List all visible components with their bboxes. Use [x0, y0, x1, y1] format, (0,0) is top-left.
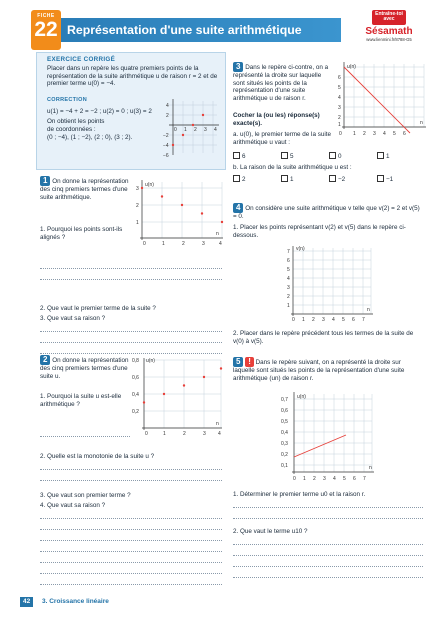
exercise-2-q1: 1. Pourquoi la suite u est-elle arithmétique ?: [40, 393, 122, 408]
x-tick: 0: [339, 131, 342, 137]
exercise-4-number: 4: [233, 203, 243, 213]
sesamath-link[interactable]: [349, 10, 429, 48]
x-tick: 2: [313, 476, 316, 482]
chapter-title: 3. Croissance linéaire: [42, 598, 109, 605]
y-tick: 0,6: [132, 375, 139, 381]
x-tick: 2: [183, 431, 186, 437]
y-tick: 5: [338, 85, 341, 91]
exercise-4-graph[interactable]: [283, 244, 375, 324]
x-axis-label: n: [420, 120, 423, 126]
page-number: 42: [20, 597, 33, 607]
y-axis-label: u(n): [146, 358, 155, 364]
y-tick: −4: [163, 143, 169, 149]
point-3: [203, 376, 205, 378]
correction-line-2: On obtient les points: [47, 118, 105, 125]
y-tick: 2: [166, 113, 169, 119]
x-tick: 7: [362, 317, 365, 323]
answer-line[interactable]: [40, 258, 222, 269]
exercise-2-intro: [40, 355, 132, 380]
point-3: [202, 114, 204, 116]
y-tick: 6: [338, 75, 341, 81]
x-tick: 6: [352, 317, 355, 323]
fiche-badge: [31, 10, 61, 50]
y-tick: 0,5: [281, 419, 288, 425]
x-tick: 0: [292, 317, 295, 323]
exercise-5-graph: [276, 390, 376, 484]
choice-label: 1: [386, 153, 390, 160]
x-tick: 4: [218, 431, 221, 437]
choice-label: 0: [338, 153, 342, 160]
x-tick: 1: [162, 241, 165, 247]
x-tick: 3: [373, 131, 376, 137]
exercise-1-q1: 1. Pourquoi les points sont-ils alignés ?: [40, 226, 123, 241]
corrected-graph: [165, 97, 223, 159]
answer-line[interactable]: [233, 567, 423, 578]
correction-line-3: de coordonnées :: [47, 126, 96, 133]
answer-line[interactable]: [40, 459, 222, 470]
exercise-5-q2-lines[interactable]: [233, 534, 423, 578]
answer-line[interactable]: [40, 574, 222, 585]
exercise-4-q2: 2. Placer dans le repère précédent tous les termes de la suite de v(0) à v(5).: [233, 330, 414, 345]
exercise-2-q2-lines[interactable]: [40, 459, 222, 481]
x-tick: 0: [145, 431, 148, 437]
x-tick: 3: [323, 476, 326, 482]
exercise-5-q1: 1. Déterminer le premier terme u0 et la raison r.: [233, 491, 366, 498]
x-tick: 3: [204, 127, 207, 133]
checkbox[interactable]: [329, 175, 336, 182]
x-tick: 7: [363, 476, 366, 482]
y-tick: 7: [287, 249, 290, 255]
x-axis-label: n: [369, 465, 372, 471]
y-tick: −2: [163, 133, 169, 139]
exercise-4-q1: 1. Placer les points représentant v(2) et v(5) dans le repère ci-dessous.: [233, 224, 406, 239]
exercise-1-graph: [134, 178, 224, 250]
point-2: [192, 124, 194, 126]
y-tick: 0,2: [132, 409, 139, 415]
y-tick: 3: [287, 285, 290, 291]
y-tick: 4: [287, 276, 290, 282]
answer-line[interactable]: [233, 497, 423, 508]
answer-line[interactable]: [40, 332, 222, 343]
point-0: [143, 401, 145, 403]
x-axis-label: n: [216, 231, 219, 237]
correction-heading: CORRECTION: [47, 97, 87, 103]
exercise-1-text: On donne la représentation des cinq premiers termes d'une suite arithmétique.: [40, 178, 129, 201]
x-tick: 2: [312, 317, 315, 323]
answer-line[interactable]: [40, 269, 222, 280]
y-tick: 4: [338, 95, 341, 101]
exercise-5-number: 5: [233, 357, 243, 367]
x-axis-label: n: [216, 421, 219, 427]
y-tick: 4: [166, 103, 169, 109]
y-tick: 0,8: [132, 358, 139, 364]
y-tick: 0,4: [132, 392, 139, 398]
training-label: Entraîne-toi: [375, 11, 403, 17]
exercise-2-q3: 3. Que vaut son premier terme ?: [40, 492, 131, 499]
answer-line[interactable]: [40, 426, 130, 437]
exercise-4-text: On considère une suite arithmétique v telle que v(2) = 2 et v(5) = 0.: [233, 205, 420, 220]
y-tick: 0,4: [281, 430, 288, 436]
point-3: [201, 212, 203, 214]
fiche-number: 22: [34, 18, 58, 42]
corrected-exercise-box: [36, 52, 226, 170]
y-tick: 2: [287, 294, 290, 300]
choice-label: −1: [386, 176, 394, 183]
exercise-1-q2: 2. Que vaut le premier terme de la suite ?: [40, 305, 156, 312]
suite-line: [294, 435, 346, 457]
x-tick: 6: [353, 476, 356, 482]
point-4: [221, 221, 223, 223]
checkbox[interactable]: [281, 175, 288, 182]
x-tick: 3: [203, 431, 206, 437]
x-tick: 1: [353, 131, 356, 137]
x-tick: 0: [293, 476, 296, 482]
x-tick: 2: [182, 241, 185, 247]
exercise-3-qa-choices: [233, 152, 428, 161]
exercise-3-qb-choices: [233, 175, 428, 184]
y-tick: 6: [287, 258, 290, 264]
page-title: Représentation d'une suite arithmétique: [61, 18, 341, 42]
exercise-2-q4-lines[interactable]: [40, 508, 222, 585]
exercise-4-intro: [233, 203, 423, 221]
answer-line[interactable]: [233, 534, 423, 545]
x-tick: 1: [302, 317, 305, 323]
correction-line-1: u(1) = −4 + 2 = −2 ; u(2) = 0 ; u(3) = 2: [47, 108, 152, 115]
x-tick: 0: [143, 241, 146, 247]
y-tick: 1: [136, 220, 139, 226]
x-tick: 3: [202, 241, 205, 247]
x-tick: 4: [214, 127, 217, 133]
y-tick: −6: [163, 153, 169, 159]
exercise-3-graph: [336, 60, 428, 140]
y-tick: 0,1: [281, 463, 288, 469]
corrected-statement: Placer dans un repère les quatre premiers points de la représentation de la suite arithmétique u de raison r = 2 et de premier terme u(0) = −4.: [47, 65, 218, 88]
exercise-2-number: 2: [40, 355, 50, 365]
answer-line[interactable]: [40, 530, 222, 541]
answer-line[interactable]: [40, 343, 222, 354]
y-tick: 1: [287, 303, 290, 309]
point-1: [182, 134, 184, 136]
y-tick: 5: [287, 267, 290, 273]
y-tick: 3: [338, 105, 341, 111]
y-tick: 0,2: [281, 452, 288, 458]
brand-logo: Sésamath: [365, 25, 413, 37]
choice-label: 1: [290, 176, 294, 183]
exercise-3-instruction: Cocher la (ou les) réponse(s) exacte(s).: [233, 112, 320, 127]
x-tick: 1: [163, 431, 166, 437]
exercise-1-q3-lines[interactable]: [40, 321, 222, 354]
x-tick: 2: [194, 127, 197, 133]
point-1: [161, 195, 163, 197]
x-tick: 1: [303, 476, 306, 482]
x-tick: 4: [333, 476, 336, 482]
exercise-3-text: Dans le repère ci-contre, on a représenté la droite sur laquelle sont situés les points de la représentation d'une suite arithmétique u de raison r.: [233, 64, 329, 103]
checkbox[interactable]: [281, 152, 288, 159]
x-tick: 6: [403, 131, 406, 137]
checkbox[interactable]: [233, 175, 240, 182]
answer-line[interactable]: [40, 519, 222, 530]
x-tick: 4: [332, 317, 335, 323]
exercise-2-q2: 2. Quelle est la monotonie de la suite u ?: [40, 453, 155, 460]
answer-line[interactable]: [40, 541, 222, 552]
correction-line-4: (0 ; −4), (1 ; −2), (2 ; 0), (3 ; 2).: [47, 134, 133, 141]
exercise-1-q3: 3. Que vaut sa raison ?: [40, 315, 106, 322]
exercise-5-q1-lines[interactable]: [233, 497, 423, 519]
answer-line[interactable]: [233, 556, 423, 567]
fiche-label: FICHE: [37, 13, 55, 19]
x-tick: 1: [184, 127, 187, 133]
warning-icon: !: [245, 357, 254, 367]
x-tick: 3: [322, 317, 325, 323]
y-axis-label: u(n): [297, 394, 306, 400]
answer-line[interactable]: [233, 545, 423, 556]
checkbox[interactable]: [233, 152, 240, 159]
exercise-2-graph: [132, 356, 224, 440]
y-axis-label: v(n): [296, 246, 305, 252]
exercise-2-q4: 4. Que vaut sa raison ?: [40, 502, 106, 509]
x-axis-label: n: [367, 307, 370, 313]
choice-label: 2: [242, 176, 246, 183]
x-tick: 2: [363, 131, 366, 137]
x-tick: 5: [342, 317, 345, 323]
training-label-avec: avec: [383, 16, 395, 23]
resource-url[interactable]: www.lienmini.fr/8788-G5: [366, 36, 412, 42]
corrected-heading: EXERCICE CORRIGÉ: [47, 56, 116, 63]
point-2: [181, 204, 183, 206]
x-tick: 5: [343, 476, 346, 482]
exercise-5-q2: 2. Que vaut le terme u10 ?: [233, 528, 308, 535]
exercise-1-intro: [40, 176, 132, 201]
y-tick: 3: [136, 186, 139, 192]
y-axis-label: u(n): [145, 182, 154, 188]
point-4: [220, 367, 222, 369]
checkbox[interactable]: [377, 152, 384, 159]
exercise-2-text: On donne la représentation des cinq premiers termes d'une suite u.: [40, 357, 129, 380]
point-0: [141, 187, 143, 189]
exercise-5-intro: [233, 357, 423, 382]
x-tick: 5: [393, 131, 396, 137]
choice-label: 6: [242, 153, 246, 160]
checkbox[interactable]: [377, 175, 384, 182]
y-axis-label: u(n): [347, 64, 356, 70]
y-tick: 2: [338, 115, 341, 121]
x-tick: 0: [174, 127, 177, 133]
exercise-2-q1-lines[interactable]: [40, 426, 130, 437]
point-2: [183, 384, 185, 386]
answer-line[interactable]: [40, 508, 222, 519]
answer-line[interactable]: [233, 508, 423, 519]
y-tick: 1: [338, 122, 341, 128]
answer-line[interactable]: [40, 321, 222, 332]
choice-label: −2: [338, 176, 346, 183]
exercise-5-text: Dans le repère suivant, on a représenté la droite sur laquelle sont situés les points de la représentation d'une suite arithmétique (un) de raison r.: [233, 359, 405, 382]
exercise-1-answer-lines[interactable]: [40, 258, 222, 280]
exercise-3-qb: b. La raison de la suite arithmétique u est :: [233, 164, 352, 171]
x-tick: 4: [219, 241, 222, 247]
y-tick: 0,3: [281, 441, 288, 447]
exercise-3-number: 3: [233, 62, 243, 72]
training-badge: [372, 10, 406, 25]
exercise-1-number: 1: [40, 176, 50, 186]
point-1: [163, 393, 165, 395]
answer-line[interactable]: [40, 563, 222, 574]
y-tick: 0,7: [281, 397, 288, 403]
x-tick: 4: [383, 131, 386, 137]
y-tick: 2: [136, 203, 139, 209]
point-0: [172, 144, 174, 146]
answer-line[interactable]: [40, 552, 222, 563]
exercise-3-intro: [233, 62, 333, 103]
y-tick: 0,6: [281, 408, 288, 414]
checkbox[interactable]: [329, 152, 336, 159]
answer-line[interactable]: [40, 470, 222, 481]
choice-label: 5: [290, 153, 294, 160]
exercise-3-qa: a. u(0), le premier terme de la suite arithmétique u vaut :: [233, 131, 331, 146]
